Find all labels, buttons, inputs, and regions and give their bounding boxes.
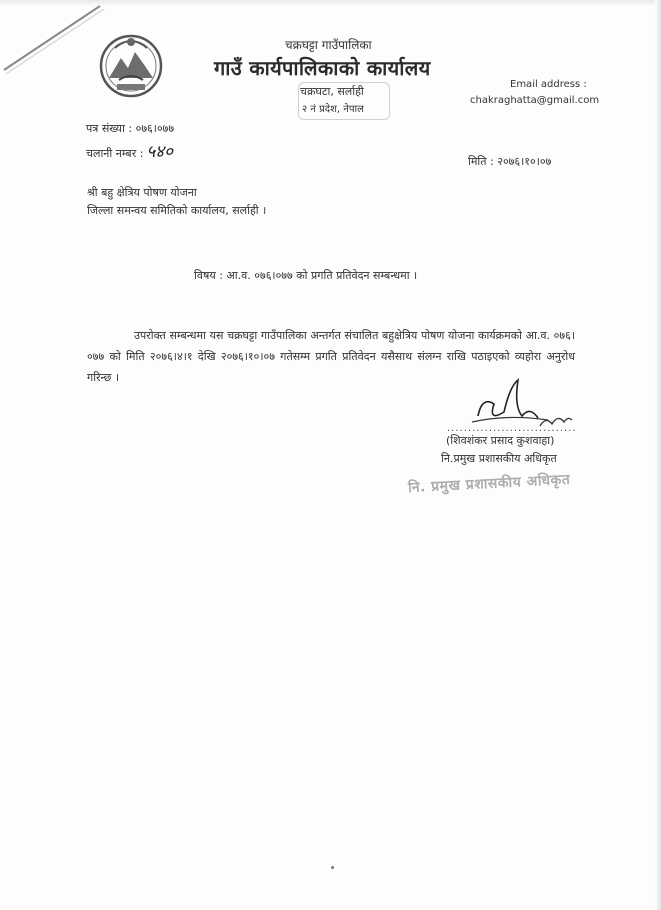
municipality-name: चक्रघट्टा गाउँपालिका [285, 38, 372, 52]
subject-line: विषय : आ.व. ०७६।०७७ को प्रगति प्रतिवेदन सम्बन्धमा । [194, 269, 418, 282]
email-address: chakraghatta@gmail.com [470, 95, 600, 106]
province-line: २ नं प्रदेश, नेपाल [302, 104, 364, 115]
nepal-emblem-logo [95, 28, 167, 100]
office-location: चक्रघटा, सर्लाही [300, 85, 364, 98]
designation-rubber-stamp: नि. प्रमुख प्रशासकीय अधिकृत [407, 471, 571, 497]
email-label: Email address : [510, 79, 587, 90]
signatory-title: नि.प्रमुख प्रशासकीय अधिकृत [441, 452, 557, 465]
dispatch-number-handwritten: ५४० [146, 142, 173, 162]
letter-number: पत्र संख्या : ०७६।०७७ [86, 122, 175, 135]
recipient-line-1: श्री बहु क्षेत्रिय पोषण योजना [87, 186, 197, 199]
signature-dotted-line: ............................... [447, 423, 577, 434]
recipient-line-2: जिल्ला समन्वय समितिको कार्यालय, सर्लाही । [87, 204, 267, 217]
office-title: गाउँ कार्यपालिकाको कार्यालय [214, 56, 431, 80]
dispatch-number-row [86, 139, 173, 162]
scan-edge-right [655, 0, 661, 910]
letter-body: उपरोक्त सम्बन्धमा यस चक्रघट्टा गाउँपालिका अन्तर्गत संचालित बहुक्षेत्रिय पोषण योजना कार्यक्रमको आ.व. ०७६।०७७ को मिति २०७६।४।१ देखि २०७६।१०।०७ गतेसम्म प्रगति प्रतिवेदन यसैसाथ संलग्न राखि पठाइएको व्यहोरा अनुरोध गरिन्छ । [87, 329, 575, 384]
signatory-name: (शिवशंकर प्रसाद कुशवाहा) [446, 434, 555, 447]
scan-speck [331, 866, 334, 869]
dispatch-label: चलानी नम्बर : [86, 147, 144, 160]
letter-date: मिति : २०७६।१०।०७ [468, 155, 552, 168]
